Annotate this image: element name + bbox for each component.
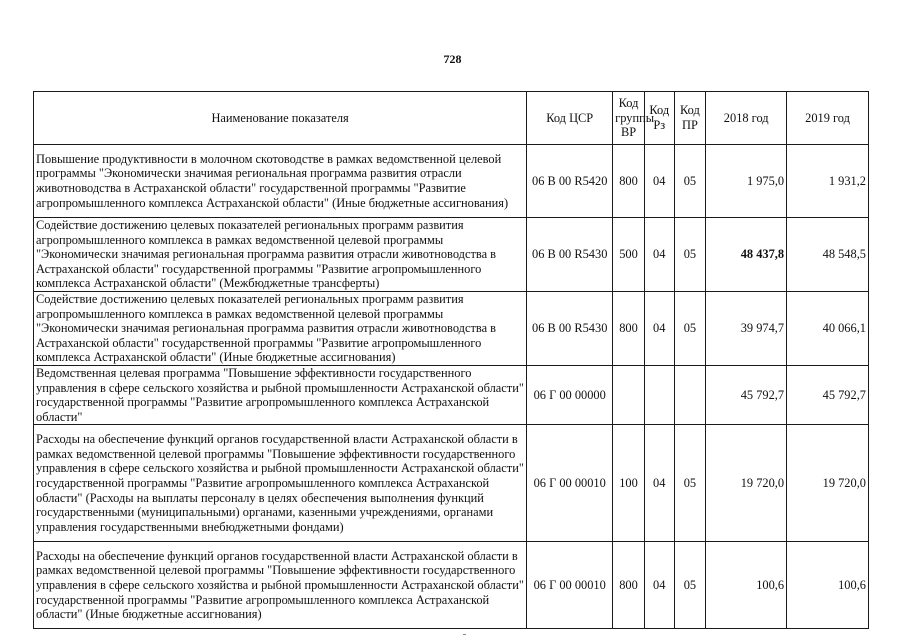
header-2018: 2018 год	[706, 92, 787, 145]
row-vr: 800	[613, 542, 645, 629]
row-2019: 40 066,1	[787, 291, 869, 365]
row-rz: 04	[644, 425, 674, 542]
row-pr: 05	[674, 425, 706, 542]
row-vr: 800	[613, 291, 645, 365]
header-2019: 2019 год	[787, 92, 869, 145]
row-csr: 06 Г 00 00010	[527, 542, 613, 629]
row-csr: 06 Г 00 00010	[527, 425, 613, 542]
row-csr: 06 В 00 R5430	[527, 218, 613, 292]
row-name: Повышение продуктивности в молочном скотоводстве в рамках ведомственной целевой программы "Экономически значимая региональная программа развития отрасли животноводства в Астраханской области" государственной программы "Развитие агропромышленного комплекса Астраханской области" (Иные бюджетные ассигнования)	[34, 145, 527, 218]
budget-table	[33, 91, 869, 629]
row-pr: 05	[674, 542, 706, 629]
header-pr: Код ПР	[674, 92, 706, 145]
header-name: Наименование показателя	[34, 92, 527, 145]
table-row	[34, 145, 869, 218]
row-csr: 06 Г 00 00000	[527, 365, 613, 424]
table-row	[34, 218, 869, 292]
row-pr: 05	[674, 218, 706, 292]
header-rz: Код Рз	[644, 92, 674, 145]
row-vr: 500	[613, 218, 645, 292]
row-2018: 39 974,7	[706, 291, 787, 365]
row-2019: 100,6	[787, 542, 869, 629]
row-2018: 45 792,7	[706, 365, 787, 424]
row-name: Ведомственная целевая программа "Повышение эффективности государственного управления в сфере сельского хозяйства и рыбной промышленности Астраханской области" государственной программы "Развитие агропромышленного комплекса Астраханской области"	[34, 365, 527, 424]
table-header-row	[34, 92, 869, 145]
header-vr: Код группы ВР	[613, 92, 645, 145]
table-row	[34, 425, 869, 542]
row-pr: 05	[674, 145, 706, 218]
row-2018: 19 720,0	[706, 425, 787, 542]
row-rz: 04	[644, 542, 674, 629]
row-vr: 100	[613, 425, 645, 542]
row-rz	[644, 365, 674, 424]
row-2018: 48 437,8	[706, 218, 787, 292]
row-name: Содействие достижению целевых показателей региональных программ развития агропромышленного комплекса в рамках ведомственной целевой программы "Экономически значимая региональная программа развития отрасли животноводства в Астраханской области" государственной программы "Развитие агропромышленного комплекса Астраханской области" (Межбюджетные трансферты)	[34, 218, 527, 292]
row-2019: 48 548,5	[787, 218, 869, 292]
header-csr: Код ЦСР	[527, 92, 613, 145]
row-2019: 45 792,7	[787, 365, 869, 424]
row-csr: 06 В 00 R5430	[527, 291, 613, 365]
row-vr: 800	[613, 145, 645, 218]
row-rz: 04	[644, 291, 674, 365]
page-number: 728	[443, 52, 462, 66]
row-csr: 06 В 00 R5420	[527, 145, 613, 218]
table-row	[34, 291, 869, 365]
row-name: Расходы на обеспечение функций органов государственной власти Астраханской области в рамках ведомственной целевой программы "Повышение эффективности государственного управления в сфере сельского хозяйства и рыбной промышленности Астраханской области" государственной программы "Развитие агропромышленного комплекса Астраханской области" (Расходы на выплаты персоналу в целях обеспечения выполнения функций государственными (муниципальными) органами, казенными учреждениями, органами управления государственными внебюджетными фондами)	[34, 425, 527, 542]
table-row	[34, 365, 869, 424]
scan-speck	[463, 634, 466, 635]
row-vr	[613, 365, 645, 424]
row-pr: 05	[674, 291, 706, 365]
row-rz: 04	[644, 145, 674, 218]
row-name: Расходы на обеспечение функций органов государственной власти Астраханской области в рамках ведомственной целевой программы "Повышение эффективности государственного управления в сфере сельского хозяйства и рыбной промышленности Астраханской области" государственной программы "Развитие агропромышленного комплекса Астраханской области" (Иные бюджетные ассигнования)	[34, 542, 527, 629]
row-2018: 1 975,0	[706, 145, 787, 218]
row-pr	[674, 365, 706, 424]
table-row	[34, 542, 869, 629]
row-rz: 04	[644, 218, 674, 292]
row-2019: 1 931,2	[787, 145, 869, 218]
row-2018: 100,6	[706, 542, 787, 629]
row-name: Содействие достижению целевых показателей региональных программ развития агропромышленного комплекса в рамках ведомственной целевой программы "Экономически значимая региональная программа развития отрасли животноводства в Астраханской области" государственной программы "Развитие агропромышленного комплекса Астраханской области" (Иные бюджетные ассигнования)	[34, 291, 527, 365]
row-2019: 19 720,0	[787, 425, 869, 542]
